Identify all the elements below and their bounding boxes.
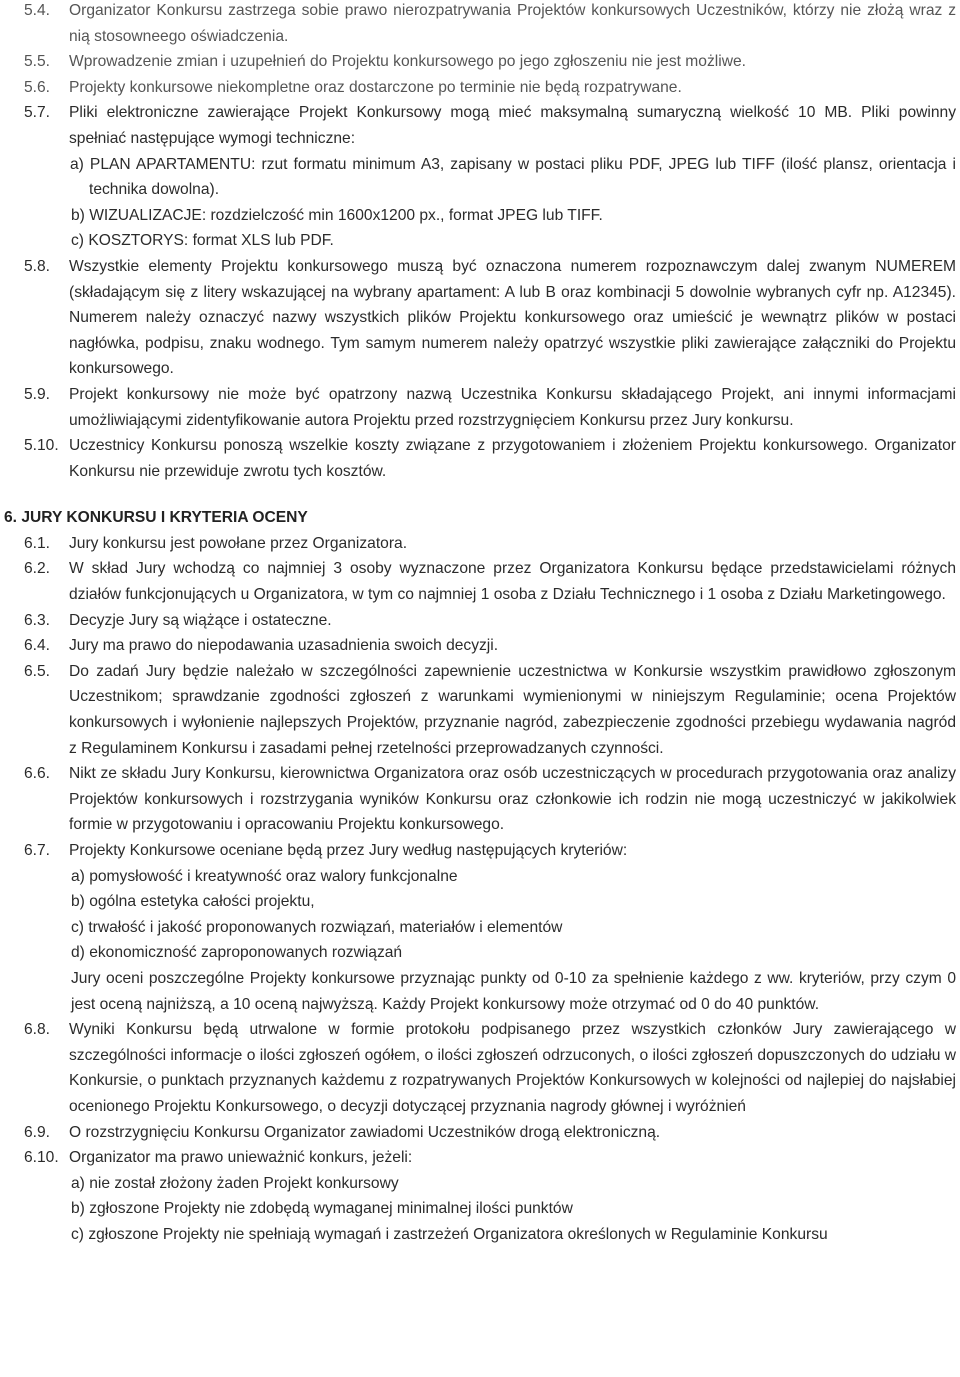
- clause-6-2: [0, 556, 960, 607]
- clause-text: Wszystkie elementy Projektu konkursowego muszą być oznaczona numerem rozpoznawczym dalej zwanym NUMEREM (składającym się z litery wskazującej na wybrany apartament: A lub B oraz kombinacji 5 dowolnie wybranych cyfr np. A12345). Numerem należy oznaczyć nazwy wszystkich plików Projektu konkursowego oraz umieścić je wewnątrz plików w postaci nagłówka, podpisu, znaku wodnego. Tym samym numerem należy opatrzyć wszystkie pliki zawierające załączniki do Projektu konkursowego.: [69, 257, 956, 378]
- clause-text: W skład Jury wchodzą co najmniej 3 osoby wyznaczone przez Organizatora Konkursu będące przedstawicielami różnych działów funkcjonujących u Organizatora, w tym co najmniej 1 osoba z Działu Technicznego i 1 osoba z Działu Marketingowego.: [69, 560, 956, 604]
- clause-number: 6.5.: [24, 662, 51, 680]
- clause-text: Pliki elektroniczne zawierające Projekt Konkursowy mogą mieć maksymalną sumaryczną wielkość 10 MB. Pliki powinny spełniać następujące wymogi techniczne:: [69, 104, 956, 147]
- clause-6-6: [0, 761, 960, 838]
- criterion-economy: d) ekonomiczność zaproponowanych rozwiązań: [71, 944, 403, 962]
- clause-6-9: [0, 1120, 960, 1146]
- clause-body: [69, 100, 956, 254]
- clause-text: Uczestnicy Konkursu ponoszą wszelkie koszty związane z przygotowaniem i złożeniem Projektu konkursowego. Organizator Konkursu nie przewiduje zwrotu tych kosztów.: [69, 437, 956, 480]
- clause-5-4: [0, 0, 960, 49]
- criterion-aesthetics: b) ogólna estetyka całości projektu,: [71, 893, 315, 911]
- clause-text: Wprowadzenie zmian i uzupełnień do Projektu konkursowego po jego zgłoszeniu nie jest możliwe.: [69, 53, 746, 71]
- requirement-cost-estimate: c) KOSZTORYS: format XLS lub PDF.: [71, 232, 334, 250]
- clause-number: 6.4.: [24, 637, 51, 655]
- clause-6-1: [0, 531, 960, 557]
- clause-number: 6.10.: [24, 1149, 59, 1167]
- cancellation-reason-min-points: b) zgłoszone Projekty nie zdobędą wymaganej minimalnej ilości punktów: [71, 1200, 573, 1218]
- clause-6-3: [0, 608, 960, 634]
- clause-6-10: [0, 1145, 960, 1247]
- criterion-quality: c) trwałość i jakość proponowanych rozwiązań, materiałów i elementów: [71, 918, 563, 936]
- clause-number: 6.8.: [24, 1021, 51, 1039]
- clause-text: Jury konkursu jest powołane przez Organizatora.: [69, 534, 408, 552]
- cancellation-reason-requirements: c) zgłoszone Projekty nie spełniają wymagań i zastrzeżeń Organizatora określonych w Regulaminie Konkursu: [71, 1225, 828, 1243]
- clause-number: 5.5.: [24, 53, 51, 71]
- requirement-visualization: b) WIZUALIZACJE: rozdzielczość min 1600x1200 px., format JPEG lub TIFF.: [71, 206, 603, 224]
- clause-text: Nikt ze składu Jury Konkursu, kierownictwa Organizatora oraz osób uczestniczących w procedurach przygotowania oraz analizy Projektów konkursowych i rozstrzygania wyników Konkursu oraz członkowie ich rodzin nie mogą uczestniczyć w jakikolwiek formie w przygotowaniu i opracowaniu Projektu konkursowego.: [69, 765, 956, 834]
- clause-text: Projekty Konkursowe oceniane będą przez Jury według następujących kryteriów:: [69, 842, 628, 859]
- clause-6-4: [0, 633, 960, 659]
- clause-text: Do zadań Jury będzie należało w szczególności zapewnienie uczestnictwa w Konkursie wszystkim prawidłowo zgłoszonym Uczestnikom; sprawdzanie zgodności zgłoszeń z warunkami wymienionymi w niniejszym Regulaminie; ocena Projektów konkursowych i wyłonienie najlepszych Projektów, przyznanie nagród, zabezpieczenie zgodności przebiegu wydawania nagród z Regulaminem Konkursu i zasadami pełnej rzetelności przeprowadzanych czynności.: [69, 662, 956, 757]
- clause-number: 6.1.: [24, 534, 51, 552]
- clause-number: 5.4.: [24, 2, 51, 19]
- section-heading: 6. JURY KONKURSU I KRYTERIA OCENY: [4, 509, 308, 527]
- clause-number: 6.3.: [24, 611, 51, 629]
- clause-6-5: [0, 659, 960, 761]
- clause-5-7: [0, 100, 960, 254]
- clause-6-8: [0, 1017, 960, 1119]
- criterion-creativity: a) pomysłowość i kreatywność oraz walory funkcjonalne: [71, 867, 458, 885]
- clause-text: Organizator Konkursu zastrzega sobie prawo nierozpatrywania Projektów konkursowych Uczestników, którzy nie złożą wraz z nią stosowneego oświadczenia.: [69, 2, 956, 45]
- clause-number: 5.8.: [24, 257, 51, 275]
- clause-number: 6.2.: [24, 560, 51, 578]
- clause-number: 5.6.: [24, 78, 51, 96]
- clause-body: [69, 838, 956, 1017]
- clause-text: O rozstrzygnięciu Konkursu Organizator zawiadomi Uczestników drogą elektroniczną.: [69, 1123, 661, 1141]
- clause-number: 5.7.: [24, 104, 51, 122]
- clause-text: Organizator ma prawo unieważnić konkurs, jeżeli:: [69, 1149, 413, 1167]
- requirement-plan: a) PLAN APARTAMENTU: rzut formatu minimum A3, zapisany w postaci pliku PDF, JPEG lub TIFF (ilość plansz, orientacja i technika dowolna).: [70, 155, 956, 199]
- clause-6-7: [0, 838, 960, 1017]
- clause-5-5: [0, 49, 960, 75]
- clause-text: Wyniki Konkursu będą utrwalone w formie protokołu podpisanego przez wszystkich członków Jury zawierającego w szczególności informacje o ilości zgłoszeń ogółem, o ilości zgłoszeń odrzuconych, o ilości zgłoszeń dopuszczonych do udziału w Konkursie, o punktach przyznanych każdemu z rozpatrywanych Projektów Konkursowych w kolejności od najlepiej do najsłabiej ocenionego Projektu Konkursowego, o decyzji dotyczącej przyznania nagrody głównej i wyróżnień: [69, 1021, 956, 1115]
- clause-text: Decyzje Jury są wiążące i ostateczne.: [69, 611, 332, 629]
- clause-5-8: [0, 254, 960, 382]
- clause-number: 6.7.: [24, 842, 51, 859]
- clause-number: 6.6.: [24, 765, 51, 783]
- cancellation-reason-no-entries: a) nie został złożony żaden Projekt konkursowy: [71, 1174, 399, 1192]
- clause-5-9: [0, 382, 960, 433]
- clause-text: Projekty konkursowe niekompletne oraz dostarczone po terminie nie będą rozpatrywane.: [69, 78, 682, 96]
- clause-5-6: [0, 75, 960, 101]
- clause-number: 6.9.: [24, 1123, 51, 1141]
- scoring-note: Jury oceni poszczególne Projekty konkursowe przyznając punkty od 0-10 za spełnienie każdego z ww. kryteriów, przy czym 0 jest oceną najniższą, a 10 oceną najwyższą. Każdy Projekt konkursowy może otrzymać od 0 do 40 punktów.: [71, 969, 956, 1013]
- clause-number: 5.10.: [24, 437, 59, 455]
- clause-number: 5.9.: [24, 385, 51, 403]
- clause-text: Jury ma prawo do niepodawania uzasadnienia swoich decyzji.: [69, 637, 499, 655]
- clause-body: [69, 1145, 956, 1247]
- clause-5-10: [0, 433, 960, 484]
- clause-text: Projekt konkursowy nie może być opatrzony nazwą Uczestnika Konkursu składającego Projekt, ani innymi informacjami umożliwiającymi zidentyfikowanie autora Projektu przed rozstrzygnięciem Konkursu przez Jury konkursu.: [69, 385, 956, 429]
